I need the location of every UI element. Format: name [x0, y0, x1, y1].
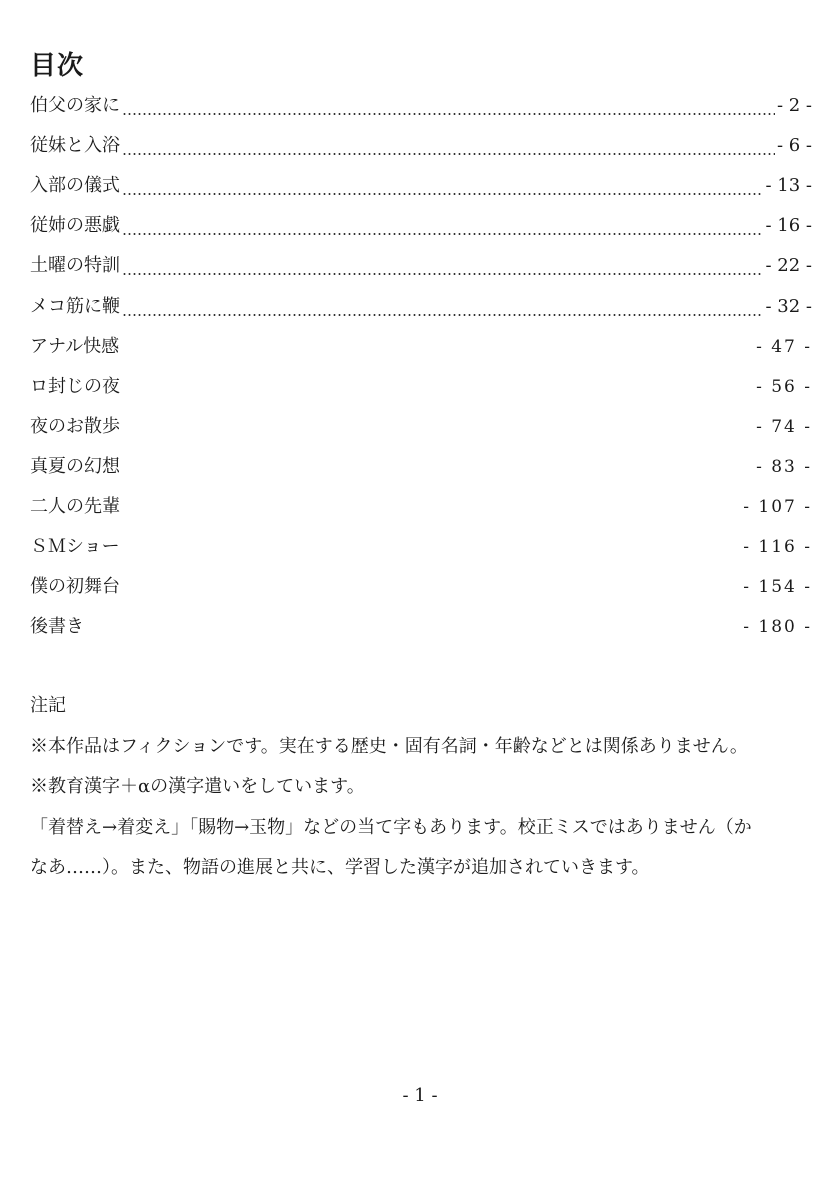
toc-entry-page: - 13 - [765, 175, 812, 197]
notes-line: 「着替え→着変え」「賜物→玉物」などの当て字もあります。校正ミスではありません（か [30, 816, 752, 838]
toc-entry-title: 後書き [30, 616, 84, 638]
toc-dot-leader [122, 193, 763, 195]
notes-section [30, 686, 820, 889]
toc-entry-page: - 107 - [743, 496, 812, 517]
toc-entry[interactable] [30, 447, 812, 487]
toc-entry[interactable] [30, 206, 812, 246]
toc-entry-page: - 83 - [756, 456, 812, 477]
toc-entry-title: 伯父の家に [30, 95, 120, 117]
toc-entry-title: 従姉の悪戯 [30, 215, 120, 237]
notes-line: なあ……）。また、物語の進展と共に、学習した漢字が追加されていきます。 [30, 857, 650, 878]
toc-entry-page: - 56 - [756, 376, 812, 397]
toc-entry-title: 入部の儀式 [30, 175, 120, 197]
toc-entry-page: - 47 - [756, 336, 812, 357]
toc-entry[interactable] [30, 487, 812, 527]
page-number: - 1 - [402, 1085, 438, 1106]
toc-entry-title: ロ封じの夜 [30, 375, 120, 397]
toc-dot-leader [122, 314, 763, 316]
toc-entry[interactable] [30, 286, 812, 326]
toc-dot-leader [122, 273, 763, 275]
toc-dot-leader [122, 113, 775, 115]
notes-heading: 注記 [30, 695, 66, 716]
toc-entry-page: - 154 - [743, 577, 812, 598]
toc-entry-page: - 74 - [756, 416, 812, 437]
toc-entry[interactable] [30, 327, 812, 367]
toc-list [30, 86, 812, 647]
toc-entry[interactable] [30, 166, 812, 206]
toc-entry-title: アナル快感 [30, 335, 120, 357]
toc-entry[interactable] [30, 367, 812, 407]
toc-entry[interactable] [30, 407, 812, 447]
toc-entry-title: 従妹と入浴 [30, 135, 120, 157]
toc-entry-title: ＳＭショー [30, 536, 120, 558]
toc-entry[interactable] [30, 567, 812, 607]
toc-heading: 目次 [30, 51, 85, 81]
toc-entry-title: 真夏の幻想 [30, 455, 120, 477]
toc-entry-page: - 22 - [765, 255, 812, 277]
toc-entry-page: - 6 - [776, 135, 812, 157]
toc-entry[interactable] [30, 86, 812, 126]
toc-dot-leader [122, 233, 763, 235]
notes-line: ※本作品はフィクションです。実在する歴史・固有名詞・年齢などとは関係ありません。 [30, 735, 748, 757]
toc-dot-leader [122, 153, 775, 155]
toc-entry-page: - 180 - [743, 617, 812, 638]
toc-entry-title: 二人の先輩 [30, 495, 120, 517]
toc-entry-page: - 2 - [776, 95, 812, 117]
toc-entry-title: 僕の初舞台 [30, 576, 120, 598]
notes-line: ※教育漢字＋αの漢字遣いをしています。 [30, 776, 365, 797]
toc-entry[interactable] [30, 527, 812, 567]
toc-entry-title: メコ筋に鞭 [30, 295, 120, 317]
toc-entry-page: - 116 - [743, 537, 812, 558]
toc-entry[interactable] [30, 126, 812, 166]
toc-entry-title: 夜のお散歩 [30, 415, 120, 437]
toc-entry-title: 土曜の特訓 [30, 255, 120, 277]
toc-entry[interactable] [30, 607, 812, 647]
toc-entry-page: - 32 - [765, 295, 812, 317]
toc-entry-page: - 16 - [765, 215, 812, 237]
toc-entry[interactable] [30, 246, 812, 286]
